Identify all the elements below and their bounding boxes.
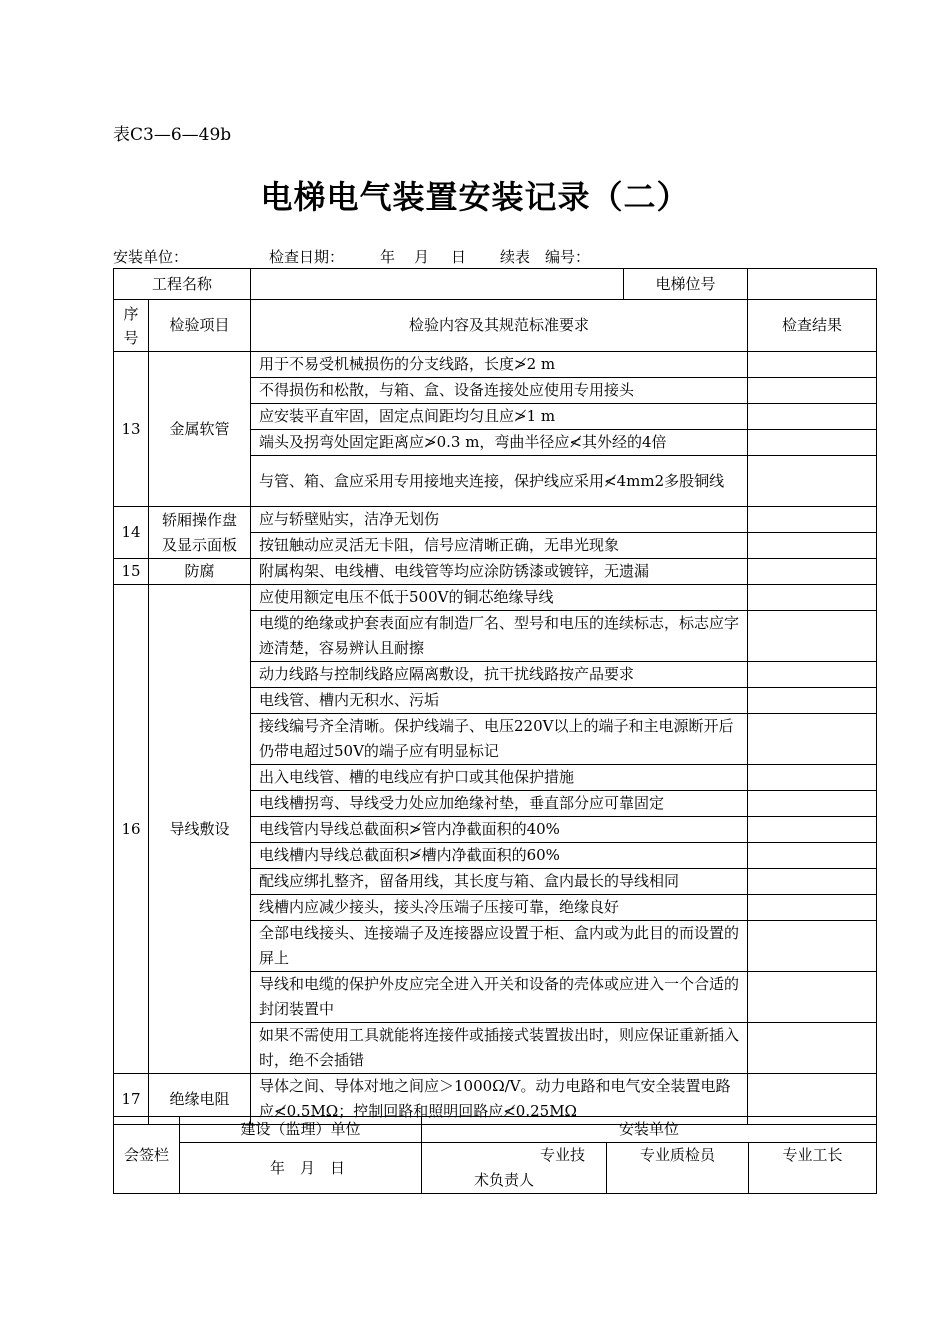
requirement-text: 线槽内应减少接头，接头冷压端子压接可靠，绝缘良好 (251, 895, 748, 921)
result-cell[interactable] (748, 662, 877, 688)
result-cell[interactable] (748, 611, 877, 662)
form-number: 表C3—6—49b (113, 125, 232, 145)
result-cell[interactable] (748, 791, 877, 817)
requirement-text: 应使用额定电压不低于500V的铜芯绝缘导线 (251, 585, 748, 611)
page-title: 电梯电气装置安装记录（二） (260, 178, 690, 216)
sign-label: 会签栏 (114, 1117, 180, 1194)
item-number: 14 (114, 507, 149, 559)
meta-check-date: 检查日期： (269, 248, 345, 266)
result-cell[interactable] (748, 895, 877, 921)
requirement-text: 电线管、槽内无积水、污垢 (251, 688, 748, 714)
result-cell[interactable] (748, 972, 877, 1023)
meta-day: 日 (451, 248, 467, 266)
requirement-text: 与管、箱、盒应采用专用接地夹连接，保护线应采用≮4mm2多股铜线 (251, 456, 748, 507)
sign-construction-unit: 建设（监理）单位 (180, 1117, 422, 1143)
sign-quality-inspector[interactable]: 专业质检员 (607, 1143, 749, 1194)
header-item: 检验项目 (149, 300, 251, 352)
meta-install-unit: 安装单位： (113, 248, 189, 266)
result-cell[interactable] (748, 585, 877, 611)
header-row (114, 300, 877, 352)
item-name: 防腐 (149, 559, 251, 585)
meta-month: 月 (414, 248, 430, 266)
item-number: 15 (114, 559, 149, 585)
requirement-text: 动力线路与控制线路应隔离敷设，抗干扰线路按产品要求 (251, 662, 748, 688)
item-number: 13 (114, 352, 149, 507)
result-cell[interactable] (748, 843, 877, 869)
item-name: 轿厢操作盘及显示面板 (149, 507, 251, 559)
requirement-text: 电线管内导线总截面积≯管内净截面积的40% (251, 817, 748, 843)
requirement-text: 如果不需使用工具就能将连接件或插接式装置拔出时，则应保证重新插入时，绝不会插错 (251, 1023, 748, 1074)
requirement-text: 电线槽内导线总截面积≯槽内净截面积的60% (251, 843, 748, 869)
sign-tech-lead: 专业技术负责人 (474, 1146, 586, 1189)
requirement-text: 应与轿壁贴实，洁净无划伤 (251, 507, 748, 533)
header-requirement: 检验内容及其规范标准要求 (251, 300, 748, 352)
requirement-text: 电缆的绝缘或护套表面应有制造厂名、型号和电压的连续标志，标志应字迹清楚，容易辨认且耐擦 (251, 611, 748, 662)
project-name-value[interactable] (251, 269, 624, 300)
header-result: 检查结果 (748, 300, 877, 352)
table-row (114, 559, 877, 585)
result-cell[interactable] (748, 921, 877, 972)
requirement-text: 接线编号齐全清晰。保护线端子、电压220V以上的端子和主电源断开后仍带电超过50V的端子应有明显标记 (251, 714, 748, 765)
project-name-label: 工程名称 (114, 269, 251, 300)
requirement-text: 应安装平直牢固，固定点间距均匀且应≯1 m (251, 404, 748, 430)
result-cell[interactable] (748, 817, 877, 843)
result-cell[interactable] (748, 456, 877, 507)
requirement-text: 导体之间、导体对地之间应＞1000Ω/V。动力电路和电气安全装置电路应≮0.5MΩ；控制回路和照明回路应≮0.25MΩ (251, 1074, 748, 1125)
result-cell[interactable] (748, 869, 877, 895)
result-cell[interactable] (748, 559, 877, 585)
result-cell[interactable] (748, 533, 877, 559)
header-seq: 序号 (114, 300, 149, 352)
requirement-text: 配线应绑扎整齐，留备用线，其长度与箱、盒内最长的导线相同 (251, 869, 748, 895)
item-name: 绝缘电阻 (149, 1074, 251, 1125)
table-row (114, 507, 877, 533)
requirement-text: 用于不易受机械损伤的分支线路，长度≯2 m (251, 352, 748, 378)
elevator-position-value[interactable] (748, 269, 877, 300)
result-cell[interactable] (748, 714, 877, 765)
item-number: 16 (114, 585, 149, 1074)
requirement-text: 附属构架、电线槽、电线管等均应涂防锈漆或镀锌，无遗漏 (251, 559, 748, 585)
sign-tech-lead-cell[interactable] (422, 1143, 607, 1194)
result-cell[interactable] (748, 352, 877, 378)
requirement-text: 按钮触动应灵活无卡阻，信号应清晰正确，无串光现象 (251, 533, 748, 559)
requirement-text: 不得损伤和松散，与箱、盒、设备连接处应使用专用接头 (251, 378, 748, 404)
requirement-text: 端头及拐弯处固定距离应≯0.3 m，弯曲半径应≮其外经的4倍 (251, 430, 748, 456)
inspection-table (113, 268, 877, 1125)
item-name: 金属软管 (149, 352, 251, 507)
result-cell[interactable] (748, 430, 877, 456)
meta-continued: 续表 (500, 248, 531, 266)
requirement-text: 电线槽拐弯、导线受力处应加绝缘衬垫，垂直部分应可靠固定 (251, 791, 748, 817)
result-cell[interactable] (748, 1023, 877, 1074)
sign-foreman[interactable]: 专业工长 (749, 1143, 877, 1194)
project-row (114, 269, 877, 300)
table-row (114, 585, 877, 611)
meta-year: 年 (380, 248, 396, 266)
table-row (114, 352, 877, 378)
result-cell[interactable] (748, 688, 877, 714)
meta-serial-no: 编号： (545, 248, 591, 266)
item-number: 17 (114, 1074, 149, 1125)
requirement-text: 导线和电缆的保护外皮应完全进入开关和设备的壳体或应进入一个合适的封闭装置中 (251, 972, 748, 1023)
elevator-position-label: 电梯位号 (624, 269, 748, 300)
requirement-text: 全部电线接头、连接端子及连接器应设置于柜、盒内或为此目的而设置的屏上 (251, 921, 748, 972)
sign-install-unit: 安装单位 (422, 1117, 877, 1143)
result-cell[interactable] (748, 378, 877, 404)
item-name: 导线敷设 (149, 585, 251, 1074)
result-cell[interactable] (748, 765, 877, 791)
result-cell[interactable] (748, 507, 877, 533)
sign-table (113, 1116, 877, 1194)
requirement-text: 出入电线管、槽的电线应有护口或其他保护措施 (251, 765, 748, 791)
result-cell[interactable] (748, 404, 877, 430)
sign-date: 年 月 日 (180, 1143, 422, 1194)
